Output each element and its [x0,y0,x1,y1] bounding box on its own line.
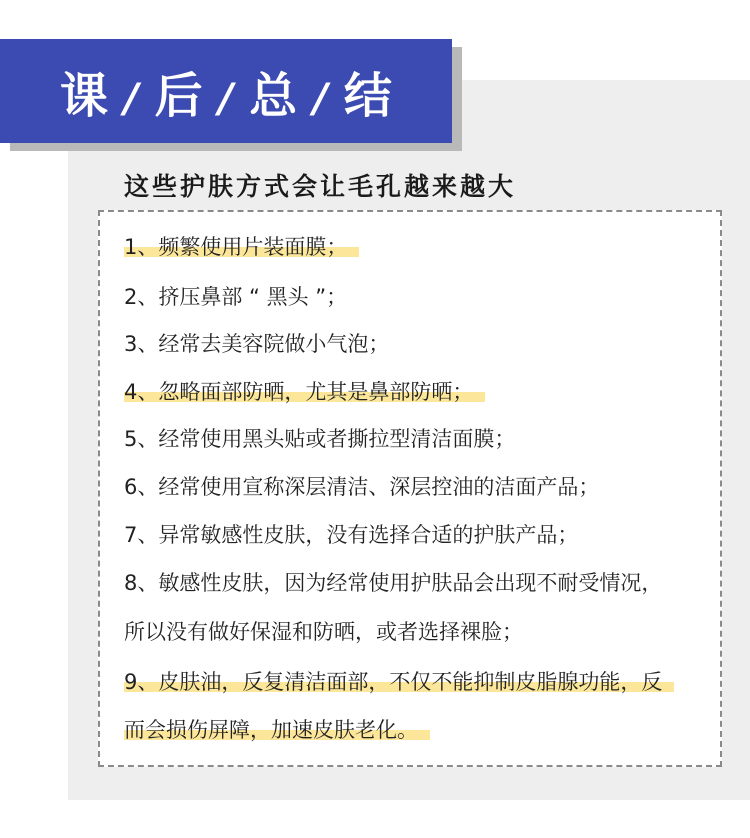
summary-item [124,668,674,696]
title-banner [0,39,452,143]
banner-word: 结 [343,67,394,124]
summary-item: 2、挤压鼻部 “ 黑头 ”； [124,285,348,309]
summary-item: 所以没有做好保湿和防晒，或者选择裸脸； [124,620,523,644]
banner-separator: / [218,75,236,122]
banner-word: 课 [60,67,111,124]
summary-item [124,378,485,406]
highlighted-text: 4、忽略面部防晒，尤其是鼻部防晒； [124,380,485,404]
summary-item [124,233,359,261]
summary-item: 6、经常使用宣称深层清洁、深层控油的洁面产品； [124,475,600,499]
summary-item: 8、敏感性皮肤，因为经常使用护肤品会出现不耐受情况， [124,571,663,595]
summary-item: 3、经常去美容院做小气泡； [124,332,390,356]
highlighted-text: 而会损伤屏障，加速皮肤老化。 [124,718,430,742]
summary-item: 7、异常敏感性皮肤，没有选择合适的护肤产品； [124,523,579,547]
banner-separator: / [313,75,330,122]
banner-word: 总 [249,67,300,124]
banner-separator: / [124,75,141,122]
highlighted-text: 1、频繁使用片装面膜； [124,235,359,259]
summary-item [124,716,430,744]
section-subtitle: 这些护肤方式会让毛孔越来越大 [124,172,517,201]
highlighted-text: 9、皮肤油，反复清洁面部，不仅不能抑制皮脂腺功能，反 [124,670,674,694]
banner-title [60,57,394,126]
banner-word: 后 [154,67,205,124]
summary-item: 5、经常使用黑头贴或者撕拉型清洁面膜； [124,427,516,451]
